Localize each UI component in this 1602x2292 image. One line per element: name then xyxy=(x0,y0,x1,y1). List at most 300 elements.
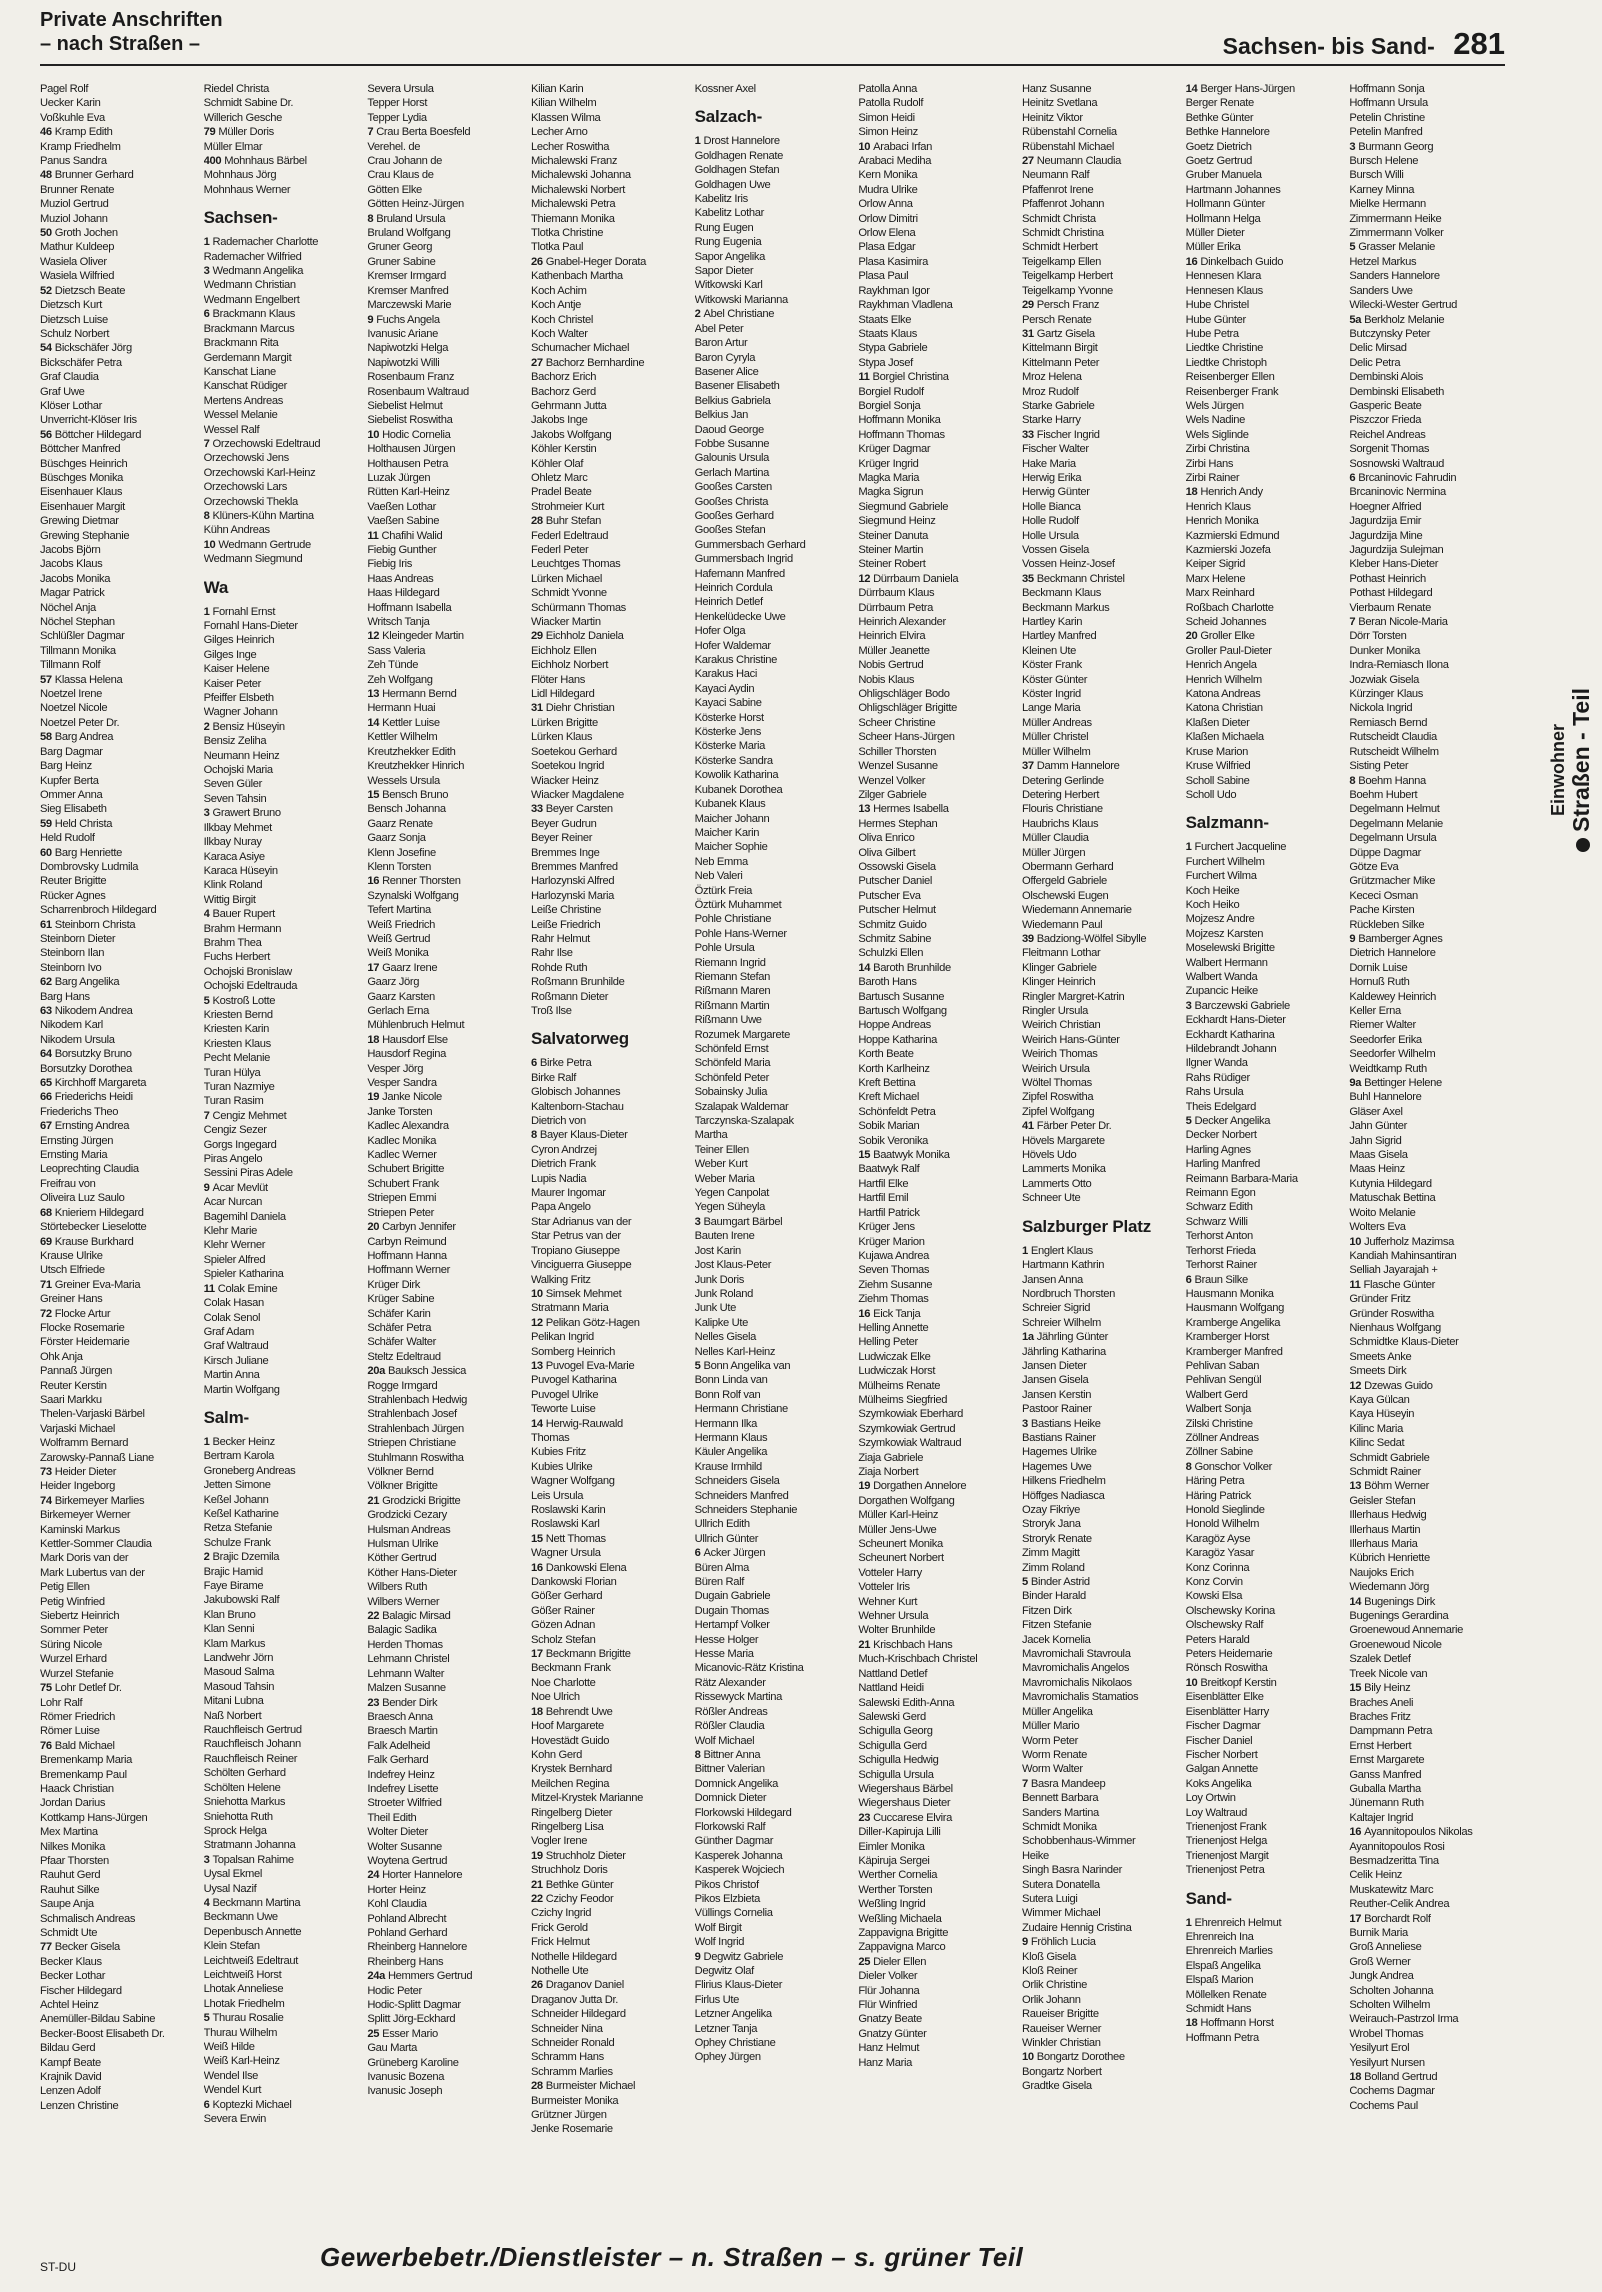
resident-entry: Schneiders Stephanie xyxy=(694,1504,798,1516)
resident-entry: Schiller Thorsten xyxy=(858,745,937,758)
resident-entry xyxy=(1186,1676,1342,1690)
house-number: 9a xyxy=(1349,1077,1362,1090)
resident-name: Burmann Georg xyxy=(1358,140,1434,153)
resident-entry: Zimmermann Heike xyxy=(1349,212,1442,225)
resident-entry: Hanz Susanne xyxy=(1022,83,1092,95)
resident-entry: Jost Karin xyxy=(694,1244,741,1257)
resident-entry: Eckhardt Hans-Dieter xyxy=(1185,1014,1286,1027)
resident-name: Dzewas Guido xyxy=(1364,1379,1433,1392)
house-number: 13 xyxy=(367,688,380,701)
header-title-line1: Private Anschriften xyxy=(40,9,223,31)
resident-entry: Kubanek Klaus xyxy=(694,798,766,811)
house-number: 2 xyxy=(203,720,210,733)
resident-entry: Grützmacher Mike xyxy=(1349,875,1436,888)
resident-entry: Klassen Wilma xyxy=(531,111,601,124)
resident-entry: Gooßes Christa xyxy=(694,495,769,508)
resident-entry: Wiacker Magdalene xyxy=(531,788,624,801)
resident-entry: Mudra Ulrike xyxy=(858,183,918,196)
resident-entry xyxy=(204,1282,360,1296)
resident-entry: Hausdorf Regina xyxy=(367,1048,447,1061)
resident-name: Jährling Günter xyxy=(1036,1331,1108,1344)
resident-entry: Hoffmann Isabella xyxy=(367,601,452,614)
resident-name: Bachorz Bernhardine xyxy=(545,356,645,369)
resident-entry: Brajic Hamid xyxy=(203,1565,263,1578)
resident-entry: Maicher Sophie xyxy=(694,841,768,854)
resident-entry: Rauchfleisch Reiner xyxy=(203,1752,298,1765)
resident-entry: Birke Ralf xyxy=(531,1071,576,1084)
house-number: 26 xyxy=(531,255,543,268)
resident-entry: Hoffmann Sonja xyxy=(1349,83,1425,95)
resident-entry: Wedmann Christian xyxy=(203,279,296,292)
resident-name: Dorgathen Annelore xyxy=(873,1480,967,1493)
resident-name: Hausdorf Else xyxy=(382,1033,448,1046)
resident-entry: Wels Jürgen xyxy=(1185,399,1244,412)
resident-entry: Bennett Barbara xyxy=(1022,1792,1099,1805)
resident-entry: Delic Petra xyxy=(1349,356,1401,369)
resident-entry xyxy=(367,313,523,327)
resident-entry xyxy=(367,1609,523,1623)
footer-text: Gewerbebetr./Dienstleister – n. Straßen – s. grüner Teil xyxy=(320,2242,1024,2272)
resident-entry: Frick Gerold xyxy=(531,1921,588,1934)
resident-name: Berkholz Melanie xyxy=(1364,313,1445,326)
resident-entry: Wolf Ingrid xyxy=(694,1936,745,1949)
resident-entry: Ophey Jürgen xyxy=(694,2051,761,2064)
resident-entry: Turan Hülya xyxy=(203,1066,261,1079)
resident-entry: Dietrich Hannelore xyxy=(1349,947,1436,960)
resident-entry: Götten Elke xyxy=(367,183,422,196)
resident-entry xyxy=(367,1090,523,1104)
resident-entry: Hoppe Katharina xyxy=(858,1033,938,1046)
resident-entry: Seedorfer Erika xyxy=(1349,1033,1422,1046)
house-number: 8 xyxy=(1185,1460,1192,1473)
resident-entry: Decker Norbert xyxy=(1185,1129,1257,1142)
resident-entry: Noe Ulrich xyxy=(531,1691,580,1704)
resident-entry xyxy=(531,1705,687,1719)
resident-entry: Papa Angelo xyxy=(531,1201,591,1214)
resident-entry: Leuchtges Thomas xyxy=(531,558,621,571)
resident-entry: Eisenblätter Elke xyxy=(1185,1691,1264,1704)
resident-entry: Krystek Bernhard xyxy=(531,1763,612,1776)
resident-entry: Naß Norbert xyxy=(203,1709,262,1722)
resident-name: Czichy Feodor xyxy=(545,1892,614,1905)
resident-entry: Dietrich von xyxy=(531,1115,586,1128)
resident-entry: Heinitz Svetlana xyxy=(1022,97,1098,110)
directory-columns xyxy=(40,82,1505,2212)
resident-entry xyxy=(1349,932,1505,946)
resident-entry: Wehner Kurt xyxy=(858,1595,918,1608)
resident-name: Becker Gisela xyxy=(54,1941,120,1954)
house-number: 18 xyxy=(1349,2071,1362,2084)
resident-entry: Borgiel Rudolf xyxy=(858,385,924,398)
resident-entry xyxy=(204,307,360,321)
resident-entry: Voßkuhle Eva xyxy=(40,111,105,124)
house-number: 64 xyxy=(40,1048,52,1061)
resident-entry: Hartley Karin xyxy=(1022,616,1083,629)
resident-entry: Lohr Ralf xyxy=(40,1696,83,1709)
house-number: 31 xyxy=(1022,327,1034,340)
house-number: 400 xyxy=(203,155,222,168)
resident-entry: Lammerts Monika xyxy=(1022,1163,1106,1176)
resident-entry: Leoprechting Claudia xyxy=(40,1163,139,1176)
resident-entry: Groenewoud Annemarie xyxy=(1349,1624,1463,1637)
resident-entry xyxy=(1022,298,1178,312)
house-number: 72 xyxy=(40,1307,52,1320)
resident-entry: Reichel Andreas xyxy=(1349,428,1426,441)
resident-entry: Schmitz Guido xyxy=(858,918,927,931)
resident-entry xyxy=(367,529,523,543)
resident-entry xyxy=(1349,615,1505,629)
resident-entry: Mex Martina xyxy=(40,1826,98,1839)
house-number: 3 xyxy=(694,1215,701,1228)
resident-entry: Gorgs Ingegard xyxy=(203,1138,277,1151)
directory-column xyxy=(531,82,687,2212)
house-number: 22 xyxy=(531,1892,543,1905)
resident-entry xyxy=(1022,1777,1178,1791)
resident-entry: Hoffmann Monika xyxy=(858,414,941,427)
resident-name: Bily Heinz xyxy=(1364,1682,1411,1695)
resident-entry: Barg Dagmar xyxy=(40,745,103,758)
resident-entry: Brackmann Rita xyxy=(203,337,279,350)
house-number: 79 xyxy=(203,126,216,139)
resident-name: Acar Mevlüt xyxy=(212,1181,268,1194)
resident-entry: Schäfer Karin xyxy=(367,1307,431,1320)
resident-entry: Strahlenbach Josef xyxy=(367,1408,457,1421)
house-number: 6 xyxy=(694,1547,701,1560)
house-number: 24a xyxy=(367,1970,385,1983)
resident-entry: Sessini Piras Adele xyxy=(203,1167,293,1180)
resident-entry: Dietzsch Kurt xyxy=(40,299,102,312)
resident-entry: Maicher Karin xyxy=(694,826,760,839)
resident-entry: Kittelmann Birgit xyxy=(1022,342,1098,355)
page-header xyxy=(40,8,1505,70)
house-number: 71 xyxy=(40,1278,52,1291)
resident-entry: Zirbi Christina xyxy=(1185,443,1250,456)
resident-entry: Marx Helene xyxy=(1185,572,1246,585)
resident-entry: Eichholz Ellen xyxy=(531,644,597,657)
resident-entry: Rung Eugen xyxy=(694,221,754,234)
resident-entry: Orzechowski Jens xyxy=(203,452,289,465)
resident-entry: Bonn Linda van xyxy=(694,1374,768,1387)
resident-entry: Greiner Hans xyxy=(40,1293,103,1306)
resident-entry: Graf Uwe xyxy=(40,385,85,398)
resident-entry xyxy=(1186,1460,1342,1474)
resident-name: Thurau Rosalie xyxy=(212,2012,284,2025)
resident-entry xyxy=(531,802,687,816)
resident-entry: Stratmann Maria xyxy=(531,1302,609,1315)
resident-entry: Naujoks Erich xyxy=(1349,1566,1414,1579)
resident-entry: Krause Ulrike xyxy=(40,1249,103,1262)
resident-entry: Groenewoud Nicole xyxy=(1349,1638,1442,1651)
resident-entry: Mroz Helena xyxy=(1022,371,1082,384)
resident-entry: Lhotak Anneliese xyxy=(203,1983,284,1996)
resident-entry: Beckmann Markus xyxy=(1022,601,1110,614)
resident-entry: Lehmann Christel xyxy=(367,1653,450,1666)
resident-entry: Heinrich Cordula xyxy=(694,582,773,594)
resident-entry: Schramm Marlies xyxy=(531,2065,613,2078)
resident-entry: Writsch Tanja xyxy=(367,616,430,629)
resident-entry: Noetzel Nicole xyxy=(40,702,108,715)
resident-entry: Woito Melanie xyxy=(1349,1206,1416,1219)
resident-entry: Neumann Ralf xyxy=(1022,169,1090,182)
resident-entry xyxy=(1186,999,1342,1013)
street-heading: Sachsen- xyxy=(203,208,278,228)
resident-entry: Köhler Kerstin xyxy=(531,443,597,456)
resident-entry: Fuchs Herbert xyxy=(203,951,270,964)
house-number: 29 xyxy=(531,630,543,643)
resident-entry: Saupe Anja xyxy=(40,1898,94,1911)
resident-entry: Heinrich Elvira xyxy=(858,630,926,643)
resident-entry: Zipfel Wolfgang xyxy=(1022,1105,1095,1118)
resident-entry: Scholten Wilhelm xyxy=(1349,1999,1431,2012)
side-tab-big xyxy=(1568,688,1594,852)
resident-entry: Spieler Alfred xyxy=(203,1253,266,1266)
resident-entry: Janke Torsten xyxy=(367,1105,433,1118)
resident-entry: Jacek Kornelia xyxy=(1022,1633,1091,1646)
resident-entry: Bonn Rolf van xyxy=(694,1388,761,1401)
resident-entry: Nobis Klaus xyxy=(858,673,915,686)
resident-entry: Strahlenbach Hedwig xyxy=(367,1393,468,1406)
resident-entry: Oliva Enrico xyxy=(858,832,915,845)
resident-entry: Kloß Reiner xyxy=(1022,1965,1078,1977)
resident-name: Mohnhaus Bärbel xyxy=(224,155,307,168)
resident-entry: Mavromichali Stavroula xyxy=(1022,1648,1131,1661)
resident-entry: Reisenberger Frank xyxy=(1185,385,1279,398)
resident-entry: Goetz Dietrich xyxy=(1185,140,1252,153)
resident-entry: Hausmann Wolfgang xyxy=(1185,1302,1284,1315)
resident-name: Bonn Angelika van xyxy=(703,1359,791,1372)
resident-entry: Abel Peter xyxy=(694,322,744,335)
resident-entry: Steltz Edeltraud xyxy=(367,1350,441,1363)
house-number: 25 xyxy=(858,1955,871,1968)
resident-entry: Gradtke Gisela xyxy=(1022,2080,1092,2093)
house-number: 3 xyxy=(1349,140,1356,153)
resident-entry: Orzechowski Lars xyxy=(203,481,287,494)
resident-entry xyxy=(858,140,1014,154)
resident-entry: Jakobs Wolfgang xyxy=(531,428,612,441)
resident-entry: Acar Nurcan xyxy=(203,1196,262,1209)
resident-entry: Degelmann Ursula xyxy=(1349,832,1437,845)
house-number: 6 xyxy=(1349,471,1356,484)
resident-entry xyxy=(367,125,523,139)
resident-entry: Rößler Andreas xyxy=(694,1705,768,1718)
resident-entry: Klink Roland xyxy=(203,879,263,892)
resident-name: Breitkopf Kerstin xyxy=(1200,1676,1277,1689)
resident-entry: Stroryk Jana xyxy=(1022,1518,1081,1531)
resident-entry xyxy=(531,2079,687,2093)
resident-entry: Kriesten Bernd xyxy=(203,1008,273,1021)
resident-entry: Schönfeld Peter xyxy=(694,1071,770,1084)
resident-entry: Müller Karl-Heinz xyxy=(858,1509,939,1522)
resident-entry: Micanovic-Rätz Kristina xyxy=(694,1662,804,1675)
resident-entry: Weiß Gertrud xyxy=(367,932,431,945)
resident-entry: Werther Cornelia xyxy=(858,1869,938,1882)
resident-entry: Kösterke Sandra xyxy=(694,754,773,767)
resident-entry: Reimann Barbara-Maria xyxy=(1185,1172,1298,1185)
street-heading: Wa xyxy=(203,577,229,597)
house-number: 7 xyxy=(1349,616,1356,629)
resident-entry: Gooßes Gerhard xyxy=(694,509,774,522)
resident-entry xyxy=(204,720,360,734)
resident-entry: Bildau Gerd xyxy=(40,2042,96,2055)
house-number: 21 xyxy=(858,1638,871,1651)
resident-entry xyxy=(204,437,360,451)
resident-entry: Pfaffenrot Johann xyxy=(1022,198,1105,211)
resident-entry: Winkler Christian xyxy=(1022,2037,1101,2050)
resident-entry: Hövels Margarete xyxy=(1022,1134,1105,1147)
resident-entry xyxy=(1186,485,1342,499)
resident-entry: Sniehotta Markus xyxy=(203,1796,286,1809)
resident-entry xyxy=(1022,1417,1178,1431)
resident-entry: Grewing Dietmar xyxy=(40,515,119,528)
resident-entry: Dietzsch Luise xyxy=(40,313,108,326)
resident-entry xyxy=(1186,255,1342,269)
resident-entry: Arabaci Mediha xyxy=(858,155,932,168)
house-number: 2 xyxy=(694,308,701,321)
resident-entry: Süring Nicole xyxy=(40,1638,102,1651)
resident-name: Fröhlich Lucia xyxy=(1030,1936,1096,1949)
resident-entry: Schneer Ute xyxy=(1022,1192,1081,1205)
resident-entry: Graf Waltraud xyxy=(203,1340,269,1353)
resident-entry: Riemann Ingrid xyxy=(694,956,766,969)
resident-entry: Falk Gerhard xyxy=(367,1754,429,1767)
resident-entry: Kriesten Klaus xyxy=(203,1037,271,1050)
house-number: 5 xyxy=(1185,1115,1192,1128)
house-number: 9 xyxy=(1022,1936,1028,1949)
resident-entry xyxy=(204,509,360,523)
resident-name: Bickschäfer Jörg xyxy=(54,342,132,355)
resident-name: Damm Hannelore xyxy=(1036,760,1120,773)
resident-entry: Buhl Hannelore xyxy=(1349,1091,1422,1104)
resident-entry: Möllelken Renate xyxy=(1185,1988,1267,2001)
resident-entry: Bensch Johanna xyxy=(367,803,446,816)
resident-entry: Pohland Albrecht xyxy=(367,1912,447,1925)
resident-entry: Herwig Erika xyxy=(1022,471,1082,484)
resident-entry xyxy=(367,1969,523,1983)
resident-entry: Kern Monika xyxy=(858,169,918,182)
resident-entry: Rahs Rüdiger xyxy=(1185,1071,1250,1084)
resident-entry: Nobis Gertrud xyxy=(858,659,924,672)
resident-entry xyxy=(367,687,523,701)
resident-entry: Kübrich Henriette xyxy=(1349,1552,1430,1565)
directory-column xyxy=(204,82,360,2212)
resident-entry: Smeets Dirk xyxy=(1349,1365,1407,1378)
resident-entry: Köster Ingrid xyxy=(1022,688,1081,701)
resident-entry: Puvogel Ulrike xyxy=(531,1388,599,1401)
resident-entry: Becker Klaus xyxy=(40,1955,102,1968)
resident-entry: Wessel Melanie xyxy=(203,409,278,422)
resident-name: Crau Berta Boesfeld xyxy=(376,126,471,139)
resident-entry: Koch Heike xyxy=(1185,884,1240,897)
resident-entry xyxy=(1022,1244,1178,1258)
resident-name: Flocke Artur xyxy=(54,1307,111,1320)
resident-entry: Terhorst Rainer xyxy=(1185,1259,1257,1272)
resident-entry: Bachorz Gerd xyxy=(531,385,596,398)
resident-entry xyxy=(204,235,360,249)
resident-entry: Hube Christel xyxy=(1185,299,1249,312)
resident-entry: Bugenings Gerardina xyxy=(1349,1610,1449,1623)
resident-entry: Schmidt Christa xyxy=(1022,212,1096,225)
resident-entry: Ochojski Bronislaw xyxy=(203,965,292,978)
resident-entry: Mavromichalis Nikolaos xyxy=(1022,1676,1132,1689)
resident-entry: Schubert Brigitte xyxy=(367,1163,445,1176)
house-number: 17 xyxy=(1349,1912,1362,1925)
resident-entry: Worm Walter xyxy=(1022,1763,1083,1776)
resident-entry: Selliah Jayarajah + xyxy=(1349,1264,1438,1277)
resident-entry xyxy=(40,846,196,860)
resident-entry: Heider Ingeborg xyxy=(40,1480,115,1493)
resident-entry: Bensiz Zeliha xyxy=(203,735,267,748)
resident-entry: Kececi Osman xyxy=(1349,889,1418,902)
resident-entry: Karakus Christine xyxy=(694,654,777,667)
resident-entry: Kohn Gerd xyxy=(531,1748,582,1761)
resident-name: Borgiel Christina xyxy=(872,371,949,384)
resident-entry: Nelles Karl-Heinz xyxy=(694,1345,776,1358)
house-number: 11 xyxy=(1349,1278,1361,1291)
resident-entry: Salewski Gerd xyxy=(858,1710,926,1723)
resident-name: Hermes Isabella xyxy=(873,803,949,816)
resident-name: Janke Nicole xyxy=(382,1091,442,1104)
house-number: 13 xyxy=(858,803,871,816)
resident-entry: Kramberge Angelika xyxy=(1185,1316,1281,1329)
resident-entry: Eisenhauer Klaus xyxy=(40,486,123,499)
resident-entry: Mohnhaus Jörg xyxy=(203,169,277,182)
resident-entry: Rissewyck Martina xyxy=(694,1691,782,1704)
resident-entry: Helling Annette xyxy=(858,1321,929,1334)
resident-entry: Elspaß Angelika xyxy=(1185,1959,1261,1972)
resident-name: Beckmann Brigitte xyxy=(545,1648,631,1661)
resident-entry xyxy=(1022,1935,1178,1949)
resident-entry: Schönfeld Ernst xyxy=(694,1043,769,1055)
resident-entry: Haas Hildegard xyxy=(367,587,440,600)
resident-entry: Stypa Gabriele xyxy=(858,342,928,355)
resident-entry: Plasa Kasimira xyxy=(858,255,929,268)
street-heading: Salvatorweg xyxy=(531,1029,629,1049)
resident-entry: Jünemann Ruth xyxy=(1349,1797,1424,1810)
resident-entry: Gilges Heinrich xyxy=(203,634,275,647)
resident-entry: Mertens Andreas xyxy=(203,394,283,407)
resident-entry: Dugain Thomas xyxy=(694,1604,769,1617)
house-number: 20 xyxy=(1185,630,1198,643)
resident-entry: Weiß Monika xyxy=(367,947,429,960)
resident-entry: Kruse Marion xyxy=(1185,745,1248,758)
resident-entry: Mülheims Siegfried xyxy=(858,1393,948,1406)
resident-entry: Striepen Emmi xyxy=(367,1192,437,1205)
resident-entry: Jakobs Inge xyxy=(531,414,588,427)
resident-entry: Kabelitz Lothar xyxy=(694,207,765,220)
resident-entry: Hube Petra xyxy=(1185,327,1239,340)
resident-entry: Holle Bianca xyxy=(1022,500,1081,513)
resident-name: Arabaci Irfan xyxy=(873,140,932,153)
resident-name: Hoffmann Horst xyxy=(1200,2017,1274,2030)
resident-entry: Ilkbay Nuray xyxy=(203,836,262,849)
house-number: 3 xyxy=(203,807,210,820)
resident-entry xyxy=(1186,82,1342,96)
resident-entry: Masoud Tahsin xyxy=(203,1680,275,1693)
resident-entry: Wiacker Martin xyxy=(531,616,601,629)
resident-entry: Walbert Gerd xyxy=(1185,1388,1248,1401)
resident-entry: Carbyn Reimund xyxy=(367,1235,447,1248)
resident-entry: Falk Adelheid xyxy=(367,1739,430,1752)
resident-name: Eichholz Daniela xyxy=(545,630,624,643)
resident-name: Baatwyk Monika xyxy=(873,1149,950,1162)
resident-entry: Krause Irmhild xyxy=(694,1460,762,1473)
resident-entry: Henkelüdecke Uwe xyxy=(694,610,786,623)
resident-entry: Köther Hans-Dieter xyxy=(367,1566,457,1579)
house-number: 3 xyxy=(1185,999,1192,1012)
resident-entry: Nothelle Hildegard xyxy=(531,1950,617,1963)
resident-entry: Kaltenborn-Stachau xyxy=(531,1100,624,1113)
resident-entry: Bremmes Inge xyxy=(531,846,600,859)
